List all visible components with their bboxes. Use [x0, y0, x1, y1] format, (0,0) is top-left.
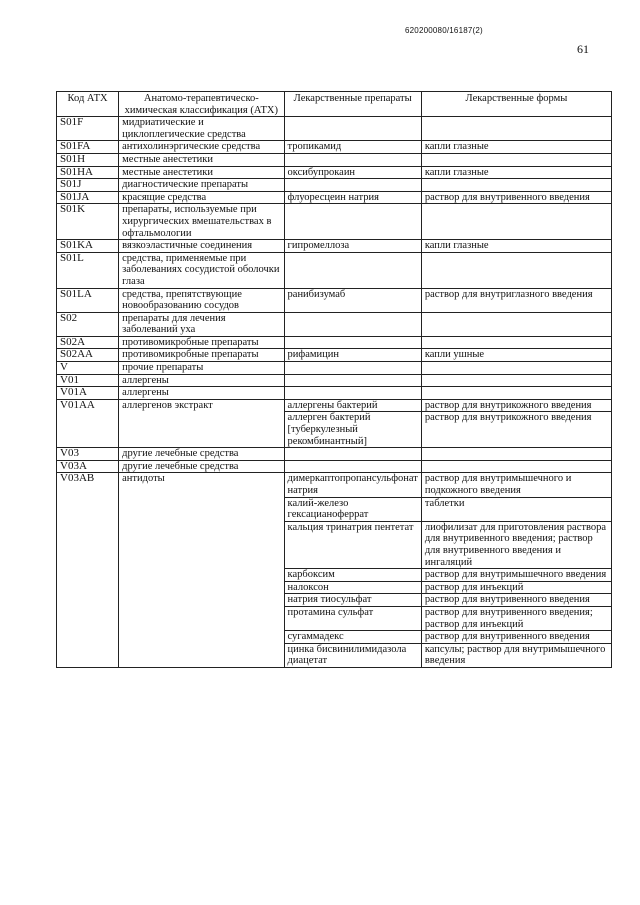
atc-classification: другие лечебные средства — [119, 460, 284, 473]
drug-name: протамина сульфат — [284, 606, 421, 630]
table-row — [57, 312, 612, 336]
atc-code: V — [57, 362, 119, 375]
dosage-form — [421, 387, 611, 400]
atc-code: V03A — [57, 460, 119, 473]
dosage-form: раствор для внутрикожного введения — [421, 412, 611, 448]
table-row — [57, 374, 612, 387]
drug-name: ранибизумаб — [284, 288, 421, 312]
atc-classification: красящие средства — [119, 191, 284, 204]
table-row — [57, 362, 612, 375]
atc-classification: диагностические препараты — [119, 179, 284, 192]
table-row — [57, 288, 612, 312]
table-row — [57, 399, 612, 412]
table-row — [57, 179, 612, 192]
drug-name — [284, 387, 421, 400]
atc-classification: местные анестетики — [119, 153, 284, 166]
dosage-form — [421, 336, 611, 349]
dosage-form: капли глазные — [421, 166, 611, 179]
drug-name: карбоксим — [284, 569, 421, 582]
atc-code: S01J — [57, 179, 119, 192]
dosage-form: раствор для инъекций — [421, 581, 611, 594]
dosage-form — [421, 204, 611, 240]
drug-name: рифамицин — [284, 349, 421, 362]
table-row — [57, 387, 612, 400]
drug-name — [284, 460, 421, 473]
table-header-row — [57, 92, 612, 117]
dosage-form: таблетки — [421, 497, 611, 521]
drug-name: аллерген бактерий [туберкулезный рекомбинантный] — [284, 412, 421, 448]
dosage-form — [421, 117, 611, 141]
drug-name — [284, 374, 421, 387]
atc-code: S01KA — [57, 240, 119, 253]
dosage-form: раствор для внутримышечного и подкожного введения — [421, 473, 611, 497]
atc-classification: вязкоэластичные соединения — [119, 240, 284, 253]
atc-code: V03AB — [57, 473, 119, 668]
table-row — [57, 336, 612, 349]
atc-classification: местные анестетики — [119, 166, 284, 179]
drug-name: натрия тиосульфат — [284, 594, 421, 607]
table-row — [57, 448, 612, 461]
drug-name — [284, 448, 421, 461]
drug-name: флуоресцеин натрия — [284, 191, 421, 204]
table-row — [57, 153, 612, 166]
dosage-form — [421, 374, 611, 387]
table-row — [57, 191, 612, 204]
atc-code: V01A — [57, 387, 119, 400]
atc-code: S01FA — [57, 141, 119, 154]
drug-name: тропикамид — [284, 141, 421, 154]
atc-classification: противомикробные препараты — [119, 336, 284, 349]
dosage-form: капли глазные — [421, 240, 611, 253]
atc-classification: препараты для лечения заболеваний уха — [119, 312, 284, 336]
table-row — [57, 473, 612, 497]
atc-classification: противомикробные препараты — [119, 349, 284, 362]
atc-code: S01HA — [57, 166, 119, 179]
dosage-form — [421, 179, 611, 192]
table-row — [57, 252, 612, 288]
drug-name — [284, 336, 421, 349]
atc-code: S02A — [57, 336, 119, 349]
dosage-form: раствор для внутриглазного введения — [421, 288, 611, 312]
atc-code: V01 — [57, 374, 119, 387]
col-header-forms: Лекарственные формы — [421, 92, 611, 117]
col-header-drugs: Лекарственные препараты — [284, 92, 421, 117]
atc-code: S01K — [57, 204, 119, 240]
atc-code: S01LA — [57, 288, 119, 312]
atc-code: S01F — [57, 117, 119, 141]
drug-name — [284, 252, 421, 288]
atc-code: V01AA — [57, 399, 119, 447]
drug-name: оксибупрокаин — [284, 166, 421, 179]
table-row — [57, 166, 612, 179]
table-row — [57, 141, 612, 154]
dosage-form: раствор для внутривенного введения — [421, 594, 611, 607]
dosage-form — [421, 153, 611, 166]
dosage-form — [421, 312, 611, 336]
atc-classification: другие лечебные средства — [119, 448, 284, 461]
drug-name — [284, 117, 421, 141]
drug-name: гипромеллоза — [284, 240, 421, 253]
atc-code: S01JA — [57, 191, 119, 204]
atc-table — [56, 91, 612, 668]
drug-name: кальция тринатрия пентетат — [284, 521, 421, 568]
drug-name: димеркаптопропансульфонат натрия — [284, 473, 421, 497]
dosage-form: раствор для внутрикожного введения — [421, 399, 611, 412]
atc-classification: антихолинэргические средства — [119, 141, 284, 154]
drug-name: аллергены бактерий — [284, 399, 421, 412]
dosage-form: раствор для внутримышечного введения — [421, 569, 611, 582]
table-row — [57, 117, 612, 141]
atc-code: S01H — [57, 153, 119, 166]
table-row — [57, 204, 612, 240]
atc-code: S02AA — [57, 349, 119, 362]
table-row — [57, 240, 612, 253]
document-number: 620200080/16187(2) — [405, 26, 483, 35]
dosage-form: лиофилизат для приготовления раствора для внутривенного введения; раствор для внутривенного введения и ингаляций — [421, 521, 611, 568]
atc-classification: аллергенов экстракт — [119, 399, 284, 447]
atc-classification: прочие препараты — [119, 362, 284, 375]
table-row — [57, 349, 612, 362]
dosage-form — [421, 448, 611, 461]
atc-code: S01L — [57, 252, 119, 288]
dosage-form: раствор для внутривенного введения — [421, 191, 611, 204]
drug-name — [284, 362, 421, 375]
table-body — [57, 117, 612, 668]
atc-classification: мидриатические и циклоплегические средства — [119, 117, 284, 141]
dosage-form: капли глазные — [421, 141, 611, 154]
drug-name — [284, 312, 421, 336]
dosage-form: раствор для внутривенного введения — [421, 631, 611, 644]
drug-name — [284, 204, 421, 240]
atc-classification: препараты, используемые при хирургических вмешательствах в офтальмологии — [119, 204, 284, 240]
dosage-form: раствор для внутривенного введения; раствор для инъекций — [421, 606, 611, 630]
drug-name: сугаммадекс — [284, 631, 421, 644]
dosage-form: капли ушные — [421, 349, 611, 362]
atc-classification: аллергены — [119, 387, 284, 400]
drug-name — [284, 179, 421, 192]
page-number: 61 — [577, 42, 589, 56]
col-header-classification: Анатомо-терапевтическо-химическая классификация (АТХ) — [119, 92, 284, 117]
drug-name: налоксон — [284, 581, 421, 594]
drug-name — [284, 153, 421, 166]
dosage-form — [421, 252, 611, 288]
drug-name: цинка бисвинилимидазола диацетат — [284, 643, 421, 667]
dosage-form — [421, 460, 611, 473]
atc-classification: антидоты — [119, 473, 284, 668]
atc-classification: аллергены — [119, 374, 284, 387]
drug-name: калий-железо гексацианоферрат — [284, 497, 421, 521]
atc-code: S02 — [57, 312, 119, 336]
atc-classification: средства, препятствующие новообразованию сосудов — [119, 288, 284, 312]
atc-code: V03 — [57, 448, 119, 461]
col-header-code: Код АТХ — [57, 92, 119, 117]
atc-classification: средства, применяемые при заболеваниях сосудистой оболочки глаза — [119, 252, 284, 288]
dosage-form: капсулы; раствор для внутримышечного введения — [421, 643, 611, 667]
dosage-form — [421, 362, 611, 375]
table-row — [57, 460, 612, 473]
